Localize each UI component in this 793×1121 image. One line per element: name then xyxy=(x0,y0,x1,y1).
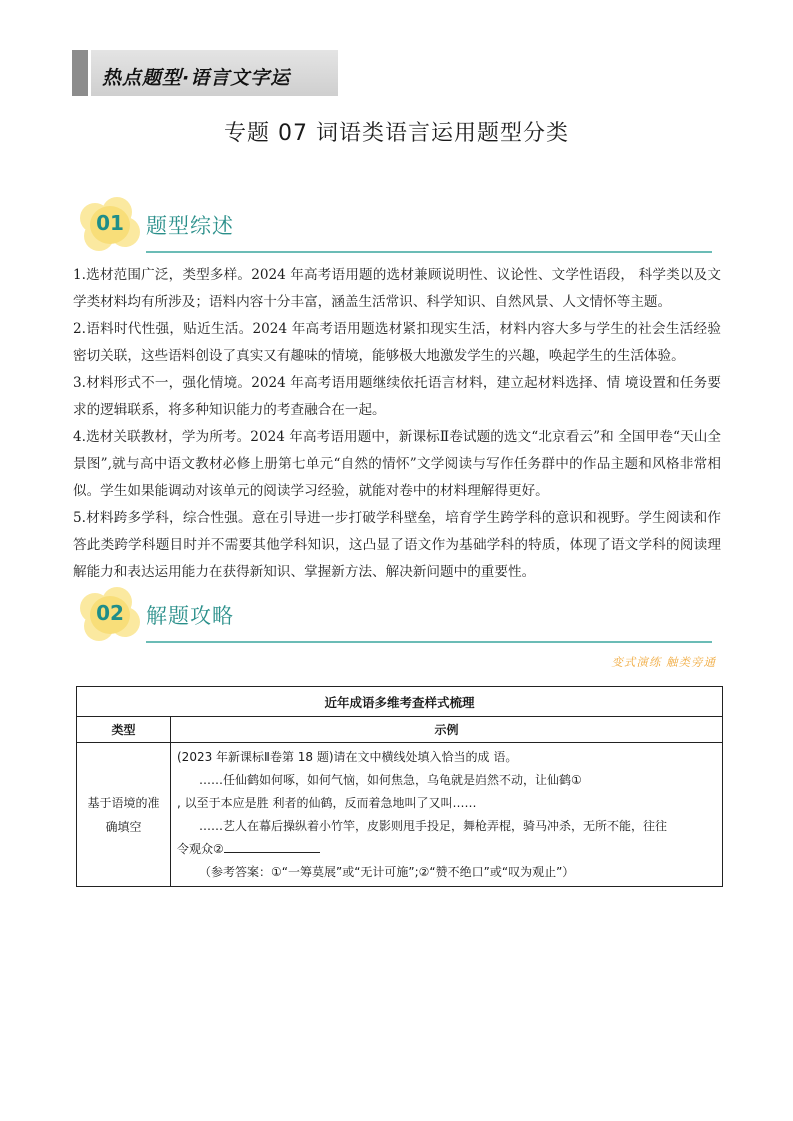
category-banner xyxy=(72,50,338,96)
example-line: , 以至于本应是胜 利者的仙鹤，反而着急地叫了又叫…… xyxy=(177,796,477,810)
column-header-type: 类型 xyxy=(77,717,171,743)
table-caption: 近年成语多维考查样式梳理 xyxy=(77,687,723,717)
section-title: 解题攻略 xyxy=(146,604,234,628)
section-rule xyxy=(146,251,712,253)
section-heading-overview xyxy=(80,197,712,253)
overview-paragraph: 2.语料时代性强，贴近生活。2024 年高考语用题选材紧扣现实生活，材料内容大多与学生的社会生活经验密切关联，这些语料创设了真实又有趣味的情境，能够极大地激发学生的兴趣，唤起学生的生活体验。 xyxy=(73,321,721,364)
column-header-example: 示例 xyxy=(171,717,723,743)
overview-paragraph: 1.选材范围广泛，类型多样。2024 年高考语用题的选材兼顾说明性、议论性、文学性语段， 科学类以及文学类材料均有所涉及；语料内容十分丰富，涵盖生活常识、科学知识、自然风景、人文情怀等主题。 xyxy=(73,267,721,310)
type-cell: 基于语境的准确填空 xyxy=(77,743,171,887)
reference-answer: （参考答案：①“一筹莫展”或“无计可施”;②“赞不绝口”或“叹为观止”） xyxy=(199,865,575,879)
overview-paragraph: 4.选材关联教材，学为所考。2024 年高考语用题中，新课标Ⅱ卷试题的选文“北京看云”和 全国甲卷“天山全景图”,就与高中语文教材必修上册第七单元“自然的情怀”文学阅读与写作任务群中的作品主题和风格非常相似。学生如果能调动对该单元的阅读学习经验，就能对卷中的材料理解得更好。 xyxy=(73,429,721,499)
example-cell xyxy=(171,743,723,887)
banner-accent-bar xyxy=(72,50,88,96)
section-number: 02 xyxy=(96,601,124,625)
example-line-with-blank xyxy=(177,838,714,861)
flower-badge-icon xyxy=(80,197,140,253)
banner-text: 热点题型·语言文字运 xyxy=(102,67,291,89)
flower-badge-icon xyxy=(80,587,140,643)
overview-body xyxy=(73,262,721,586)
overview-paragraph: 3.材料形式不一，强化情境。2024 年高考语用题继续依托语言材料，建立起材料选择、情 境设置和任务要求的逻辑联系，将多种知识能力的考查融合在一起。 xyxy=(73,375,721,418)
document-title: 专题 07 词语类语言运用题型分类 xyxy=(224,121,569,146)
idiom-question-table xyxy=(76,686,723,887)
answer-blank xyxy=(224,838,320,853)
example-line: (2023 年新课标Ⅱ卷第 18 题)请在文中横线处填入恰当的成 语。 xyxy=(177,750,518,764)
variant-practice-label: 变式演练 触类旁通 xyxy=(611,655,716,669)
section-heading-strategy xyxy=(80,587,712,643)
example-line: ……艺人在幕后操纵着小竹竿，皮影则甩手投足，舞枪弄棍，骑马冲杀，无所不能，往往 xyxy=(199,819,668,833)
table-row xyxy=(77,743,723,887)
section-title: 题型综述 xyxy=(146,214,234,238)
section-number: 01 xyxy=(96,211,124,235)
overview-paragraph: 5.材料跨多学科，综合性强。意在引导进一步打破学科壁垒，培育学生跨学科的意识和视野。学生阅读和作答此类跨学科题目时并不需要其他学科知识，这凸显了语文作为基础学科的特质，体现了语文学科的阅读理解能力和表达运用能力在获得新知识、掌握新方法、解决新问题中的重要性。 xyxy=(73,510,721,580)
example-line: ……任仙鹤如何啄，如何气恼，如何焦急，乌龟就是岿然不动，让仙鹤① xyxy=(199,773,582,787)
example-line: 令观众② xyxy=(177,842,224,856)
section-rule xyxy=(146,641,712,643)
